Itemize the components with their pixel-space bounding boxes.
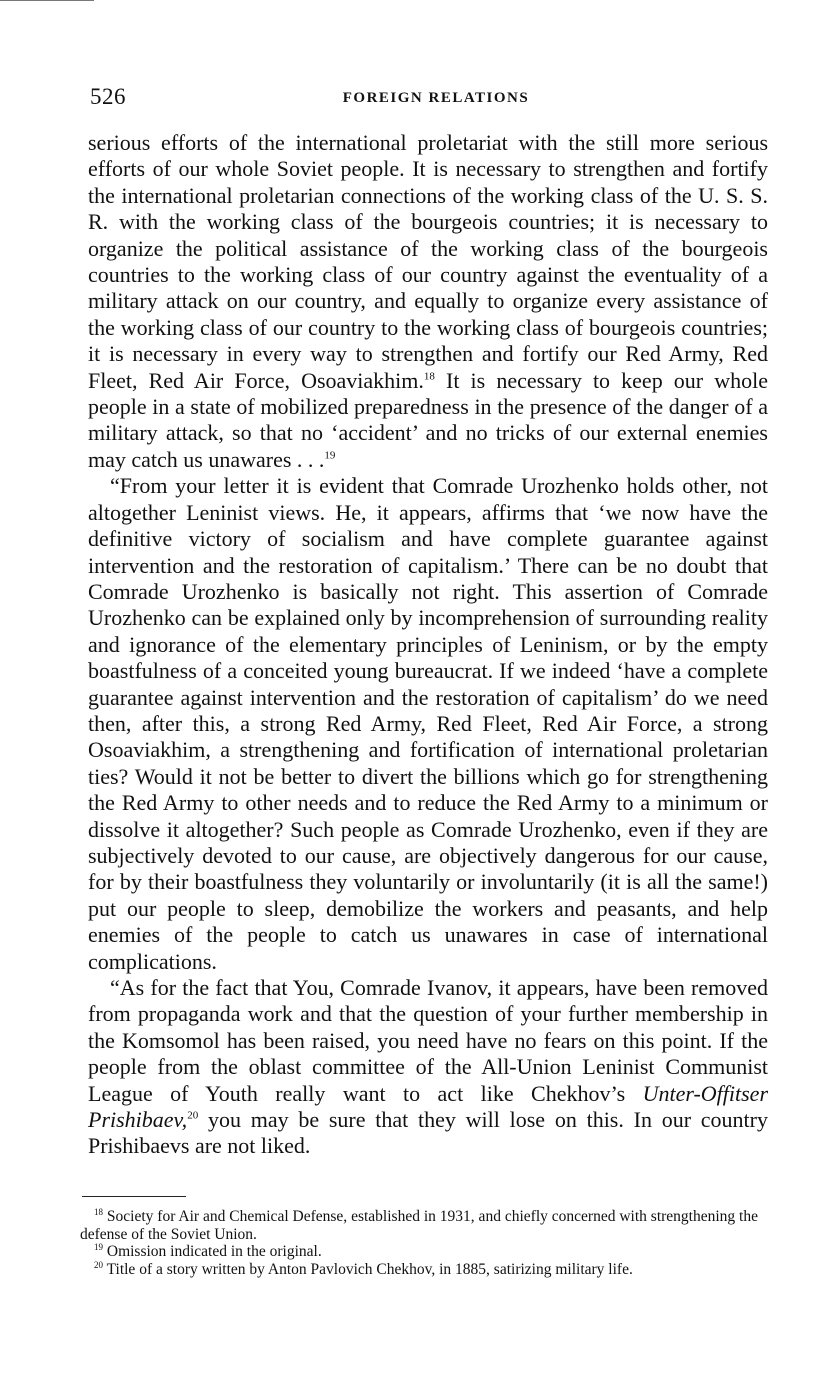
paragraph-1-text-a: serious efforts of the international proletariat with the still more serious efforts of our whole Soviet people. It is necessary to strengthen and fortify the international proletarian connections of the working class of the U. S. S. R. with the working class of the bourgeois countries; it is necessary to organize the political assistance of the working class of the bourgeois countries to the working class of our country against the eventuality of a military attack on our country, and equally to organize every assistance of the working class of our country to the working class of bourgeois countries; it is necessary in every way to strengthen and fortify our Red Army, Red Fleet, Red Air Force, Osoaviakhim.	[88, 130, 768, 393]
footnote-19	[80, 1243, 758, 1261]
footnote-ref-20: 20	[187, 1109, 199, 1122]
paragraph-2	[88, 473, 768, 975]
page-header	[90, 84, 770, 114]
footnote-divider	[82, 1196, 186, 1197]
footnote-18	[80, 1208, 758, 1243]
footnote-ref-19: 19	[324, 449, 336, 462]
footnote-text: Title of a story written by Anton Pavlovich Chekhov, in 1885, satirizing military life.	[103, 1260, 633, 1278]
footnote-20	[80, 1261, 758, 1279]
paragraph-1-text-b: It is necessary to keep our whole people in a state of mobilized preparedness in the presence of the danger of a military attack, so that no ‘accident’ and no tricks of our external enemies may catch us unawares . . .	[88, 367, 768, 472]
running-head: FOREIGN RELATIONS	[342, 90, 530, 106]
body-text	[88, 130, 768, 1160]
footnotes	[80, 1208, 758, 1278]
paragraph-2-text: “From your letter it is evident that Comrade Urozhenko holds other, not altogether Leninist views. He, it appears, affirms that ‘we now have the definitive victory of socialism and have complete guarantee against intervention and the restoration of capitalism.’ There can be no doubt that Comrade Urozhenko is basically not right. This assertion of Comrade Urozhenko can be explained only by incomprehension of surrounding reality and ignorance of the elementary principles of Leninism, or by the empty boastfulness of a conceited young bureaucrat. If we indeed ‘have a complete guarantee against intervention and the restoration of capitalism’ do we need then, after this, a strong Red Army, Red Fleet, Red Air Force, a strong Osoaviakhim, a strengthening and fortification of international proletarian ties? Would it not be better to divert the billions which go for strengthening the Red Army to other needs and to reduce the Red Army to a minimum or dissolve it altogether? Such people as Comrade Urozhenko, even if they are subjectively devoted to our cause, are objectively dangerous for our cause, for by their boastfulness they voluntarily or involuntarily (it is all the same!) put our people to sleep, demobilize the workers and peasants, and help enemies of the people to catch us unawares in case of international complications.	[88, 473, 768, 974]
footnote-mark: 19	[94, 1241, 103, 1252]
top-edge-rule	[0, 0, 94, 1]
page-number: 526	[90, 84, 126, 109]
footnote-mark: 18	[94, 1206, 103, 1217]
footnote-mark: 20	[94, 1259, 103, 1270]
footnote-text: Society for Air and Chemical Defense, established in 1931, and chiefly concerned with strengthening the defense of the Soviet Union.	[80, 1208, 758, 1243]
footnote-ref-18: 18	[423, 370, 435, 383]
paragraph-3	[88, 975, 768, 1160]
paragraph-1	[88, 130, 768, 473]
paragraph-3-text-a: “As for the fact that You, Comrade Ivanov, it appears, have been removed from propaganda work and that the question of your further membership in the Komsomol has been raised, you need have no fears on this point. If the people from the oblast committee of the All-Union Leninist Communist League of Youth really want to act like Chekhov’s	[88, 975, 768, 1106]
story-title: Unter-Offitser Prishibaev,	[88, 1080, 768, 1133]
footnote-text: Omission indicated in the original.	[103, 1243, 322, 1260]
paragraph-3-text-b: you may be sure that they will lose on this. In our country Prishibaevs are not liked.	[88, 1107, 768, 1159]
